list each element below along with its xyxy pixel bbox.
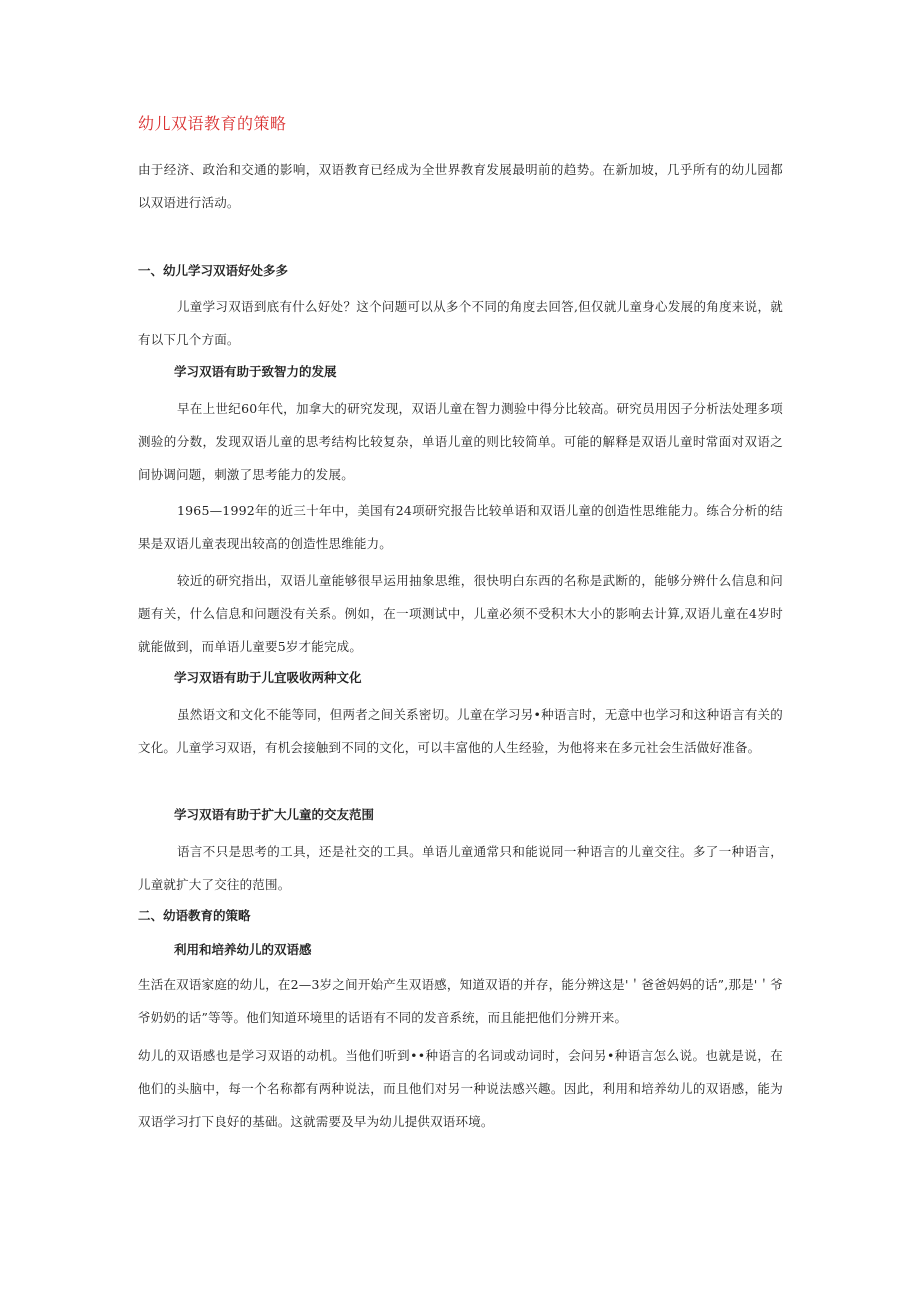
section1-sub1-paragraph-3: 较近的研究指出，双语儿童能够很早运用抽象思维，很快明白东西的名称是武断的，能够分辨什么信息和问题有关，什么信息和问题没有关系。例如，在一项测试中，儿童必须不受积木大小的影响去计算,双语儿童在4岁时就能做到，而单语儿童要5岁才能完成。 (138, 573, 783, 654)
section1-sub1-paragraph-1: 早在上世纪60年代，加拿大的研究发现，双语儿童在智力测验中得分比较高。研究员用因子分析法处理多项测验的分数，发现双语儿童的思考结构比较复杂，单语儿童的则比较简单。可能的解释是双语儿童时常面对双语之间协调问题，刺激了思考能力的发展。 (138, 401, 783, 482)
section1-heading: 一、幼儿学习双语好处多多 (138, 263, 289, 278)
section1-sub1-paragraph-2: 1965—1992年的近三十年中，美国有24项研究报告比较单语和双语儿童的创造性思维能力。练合分析的结果是双语儿童表现出较高的创造性思维能力。 (138, 503, 783, 551)
section2-heading: 二、幼语教育的策略 (138, 908, 251, 923)
section1-sub2-paragraph-1: 虽然语文和文化不能等同，但两者之间关系密切。儿童在学习另•种语言时，无意中也学习和这种语言有关的文化。儿童学习双语，有机会接触到不同的文化，可以丰富他的人生经验，为他将来在多元社会生活做好准备。 (138, 707, 783, 755)
section2-sub1-paragraph-1: 生活在双语家庭的幼儿，在2—3岁之间开始产生双语感，知道双语的并存，能分辨这是'＇爸爸妈妈的话”,那是'＇爷爷奶奶的话”等等。他们知道环境里的话语有不同的发音系统，而且能把他们分辨开来。 (138, 977, 783, 1025)
intro-paragraph: 由于经济、政治和交通的影响，双语教育已经成为全世界教育发展最明前的趋势。在新加坡，几乎所有的幼儿园都以双语进行活动。 (138, 162, 783, 210)
section1-sub3-heading: 学习双语有助于扩大儿童的交友范围 (174, 807, 375, 822)
section2-sub1-paragraph-2: 幼儿的双语感也是学习双语的动机。当他们听到••种语言的名词或动词时，会问另•种语言怎么说。也就是说，在他们的头脑中，每一个名称都有两种说法，而且他们对另一种说法感兴趣。因此，利用和培养幼儿的双语感，能为双语学习打下良好的基础。这就需要及早为幼儿提供双语环境。 (138, 1048, 783, 1129)
section1-intro-paragraph: 儿童学习双语到底有什么好处？这个问题可以从多个不同的角度去回答,但仅就儿童身心发展的角度来说，就有以下几个方面。 (138, 299, 783, 347)
document-title: 幼儿双语教育的策略 (138, 114, 287, 133)
section1-sub3-paragraph-1: 语言不只是思考的工具，还是社交的工具。单语儿童通常只和能说同一种语言的儿童交往。多了一种语言，儿童就扩大了交往的范围。 (138, 844, 783, 892)
section1-sub1-heading: 学习双语有助于致智力的发展 (174, 364, 337, 379)
section1-sub2-heading: 学习双语有助于儿宜吸收两种文化 (174, 670, 362, 685)
section2-sub1-heading: 利用和培养幼儿的双语感 (174, 942, 312, 957)
